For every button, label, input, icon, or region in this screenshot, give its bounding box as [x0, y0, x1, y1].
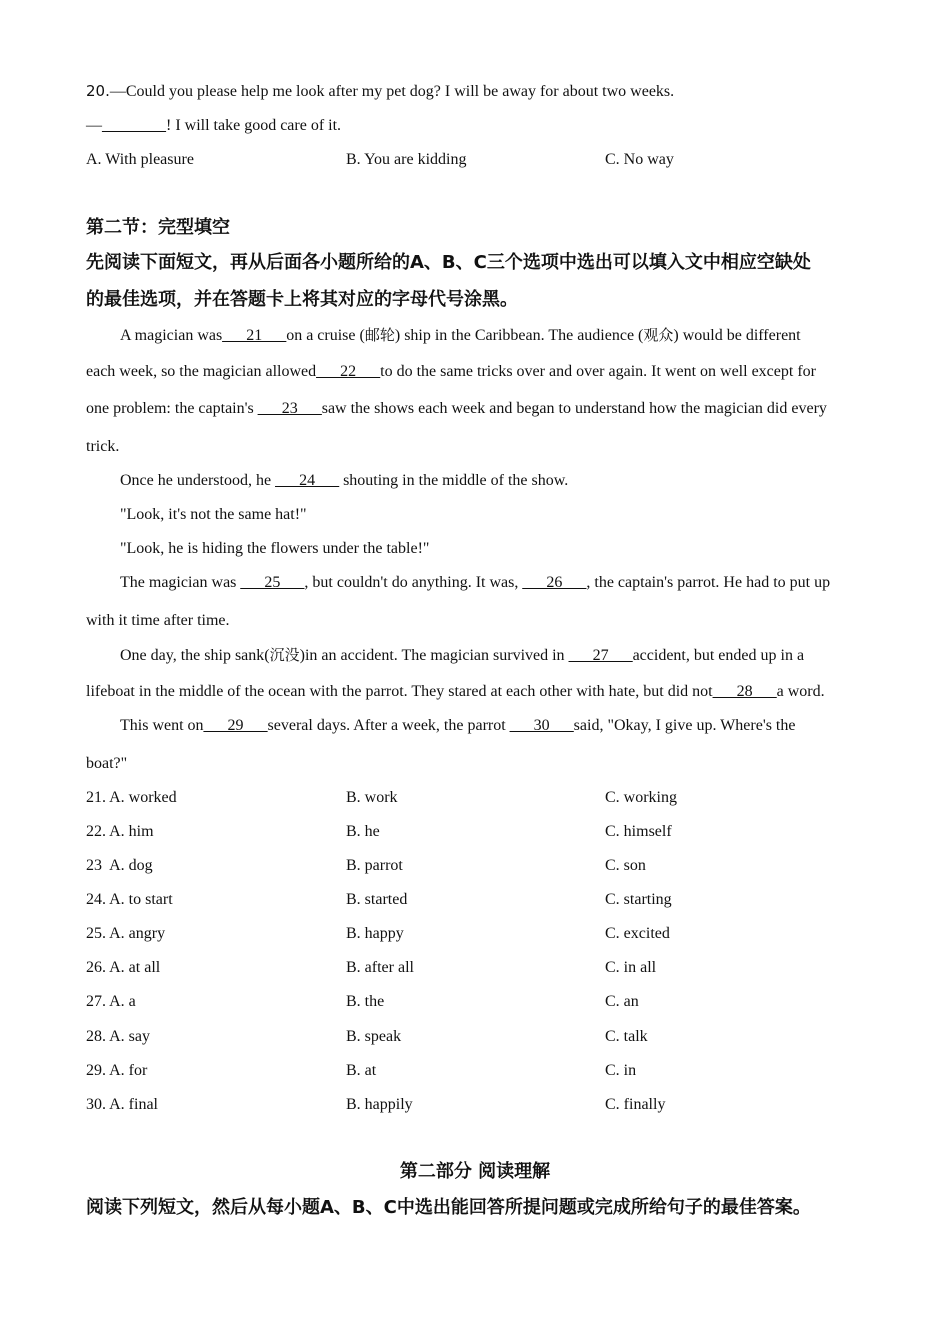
choice-row: [86, 1027, 886, 1047]
blank-24: ___24___: [275, 472, 340, 489]
choice-b: B. the: [346, 993, 385, 1010]
text: several days. After a week, the parrot: [267, 717, 510, 734]
part2-title: 第二部分 阅读理解: [399, 1161, 551, 1182]
text: The magician was: [120, 574, 241, 591]
q20-question-text: —Could you please help me look after my pet dog? I will be away for about two weeks.: [109, 83, 675, 100]
blank-29: ___29___: [203, 717, 268, 734]
blank-25: ___25___: [240, 574, 305, 591]
text: each week, so the magician allowed: [86, 363, 317, 380]
choice-row: [86, 992, 886, 1012]
q20-option-c: C. No way: [605, 151, 674, 168]
choice-a: 24. A. to start: [86, 891, 173, 908]
q20-option-a: A. With pleasure: [86, 151, 194, 168]
text: Once he understood, he: [120, 472, 276, 489]
blank-22: ___22___: [316, 363, 381, 380]
passage-p6-line1: [120, 645, 804, 666]
choice-c: C. son: [605, 857, 646, 874]
text: 沉没: [269, 646, 300, 664]
text: lifeboat in the middle of the ocean with the parrot. They stared at each other with hate, but did not: [86, 683, 713, 700]
text: a word.: [776, 683, 825, 700]
q20-answer-prefix: —: [86, 117, 102, 134]
q20-answer-rest: ! I will take good care of it.: [166, 117, 342, 134]
passage-p6-line2: [86, 682, 825, 702]
choice-row: [86, 924, 886, 944]
text: said, "Okay, I give up. Where's the: [573, 717, 796, 734]
choice-c: C. excited: [605, 925, 670, 942]
choice-c: C. talk: [605, 1028, 648, 1045]
text: ) would be different: [673, 327, 801, 344]
choice-c: C. in all: [605, 959, 657, 976]
text: one problem: the captain's: [86, 400, 258, 417]
text: One day, the ship sank(: [120, 647, 270, 664]
passage-p7-line2: boat?": [86, 755, 128, 772]
passage-p1-line4: trick.: [86, 438, 120, 455]
choice-a: 25. A. angry: [86, 925, 166, 942]
choice-c: C. working: [605, 789, 677, 806]
choice-c: C. finally: [605, 1096, 666, 1113]
passage-p1-line3: [86, 399, 827, 419]
blank-27: ___27___: [568, 647, 633, 664]
q20-number: 20.: [86, 82, 110, 100]
section2-instruction-line2: 的最佳选项，并在答题卡上将其对应的字母代号涂黑。: [86, 289, 518, 310]
part2-instruction: 阅读下列短文，然后从每小题A、B、C中选出能回答所提问题或完成所给句子的最佳答案。: [86, 1197, 811, 1218]
choice-b: B. happy: [346, 925, 404, 942]
text: on a cruise (: [286, 327, 365, 344]
passage-p7-line1: [120, 716, 795, 736]
choice-a: 27. A. a: [86, 993, 136, 1010]
choice-a: 21. A. worked: [86, 789, 177, 806]
choice-b: B. after all: [346, 959, 414, 976]
choice-b: B. happily: [346, 1096, 413, 1113]
choice-c: C. in: [605, 1062, 637, 1079]
passage-p3: "Look, it's not the same hat!": [120, 506, 307, 523]
choice-row: [86, 788, 886, 808]
choice-c: C. an: [605, 993, 639, 1010]
q20-blank: ________: [102, 117, 166, 134]
blank-21: ___21___: [222, 327, 287, 344]
q20-options: [86, 150, 886, 170]
choice-a: 29. A. for: [86, 1062, 148, 1079]
text: to do the same tricks over and over again. It went on well except for: [380, 363, 816, 380]
q20-answer: [86, 116, 341, 136]
choice-b: B. at: [346, 1062, 377, 1079]
text: , but couldn't do anything. It was,: [304, 574, 523, 591]
choice-a: 30. A. final: [86, 1096, 158, 1113]
choice-b: B. speak: [346, 1028, 402, 1045]
choice-row: [86, 856, 886, 876]
choice-row: [86, 1061, 886, 1081]
text: ) ship in the Caribbean. The audience (: [394, 327, 644, 344]
text: 邮轮: [364, 326, 395, 344]
blank-28: ___28___: [712, 683, 777, 700]
blank-23: ___23___: [257, 400, 322, 417]
choice-b: B. work: [346, 789, 398, 806]
blank-26: ___26___: [522, 574, 587, 591]
passage-p4: "Look, he is hiding the flowers under the table!": [120, 540, 430, 557]
text: A magician was: [120, 327, 223, 344]
choice-a: 23 A. dog: [86, 857, 153, 874]
choice-c: C. starting: [605, 891, 672, 908]
blank-30: ___30___: [509, 717, 574, 734]
choice-row: [86, 890, 886, 910]
section2-instruction-line1: 先阅读下面短文，再从后面各小题所给的A、B、C三个选项中选出可以填入文中相应空缺处: [86, 252, 811, 273]
text: accident, but ended up in a: [632, 647, 805, 664]
choice-c: C. himself: [605, 823, 672, 840]
choice-a: 28. A. say: [86, 1028, 150, 1045]
section2-title: 第二节：完型填空: [86, 217, 230, 238]
text: This went on: [120, 717, 204, 734]
text: , the captain's parrot. He had to put up: [586, 574, 831, 591]
choice-row: [86, 958, 886, 978]
choice-b: B. he: [346, 823, 380, 840]
text: shouting in the middle of the show.: [339, 472, 569, 489]
choice-row: [86, 822, 886, 842]
passage-p5-line1: [120, 573, 830, 593]
text: 观众: [643, 326, 674, 344]
text: saw the shows each week and began to understand how the magician did every: [321, 400, 827, 417]
choice-row: [86, 1095, 886, 1115]
q20-question: [86, 81, 674, 102]
passage-p1-line2: [86, 362, 816, 382]
passage-p2: [120, 471, 568, 491]
passage-p5-line2: with it time after time.: [86, 612, 230, 629]
q20-option-b: B. You are kidding: [346, 151, 467, 168]
choice-b: B. started: [346, 891, 408, 908]
text: )in an accident. The magician survived in: [299, 647, 569, 664]
choice-a: 22. A. him: [86, 823, 154, 840]
choice-a: 26. A. at all: [86, 959, 161, 976]
passage-p1-line1: [120, 325, 801, 346]
choice-b: B. parrot: [346, 857, 403, 874]
